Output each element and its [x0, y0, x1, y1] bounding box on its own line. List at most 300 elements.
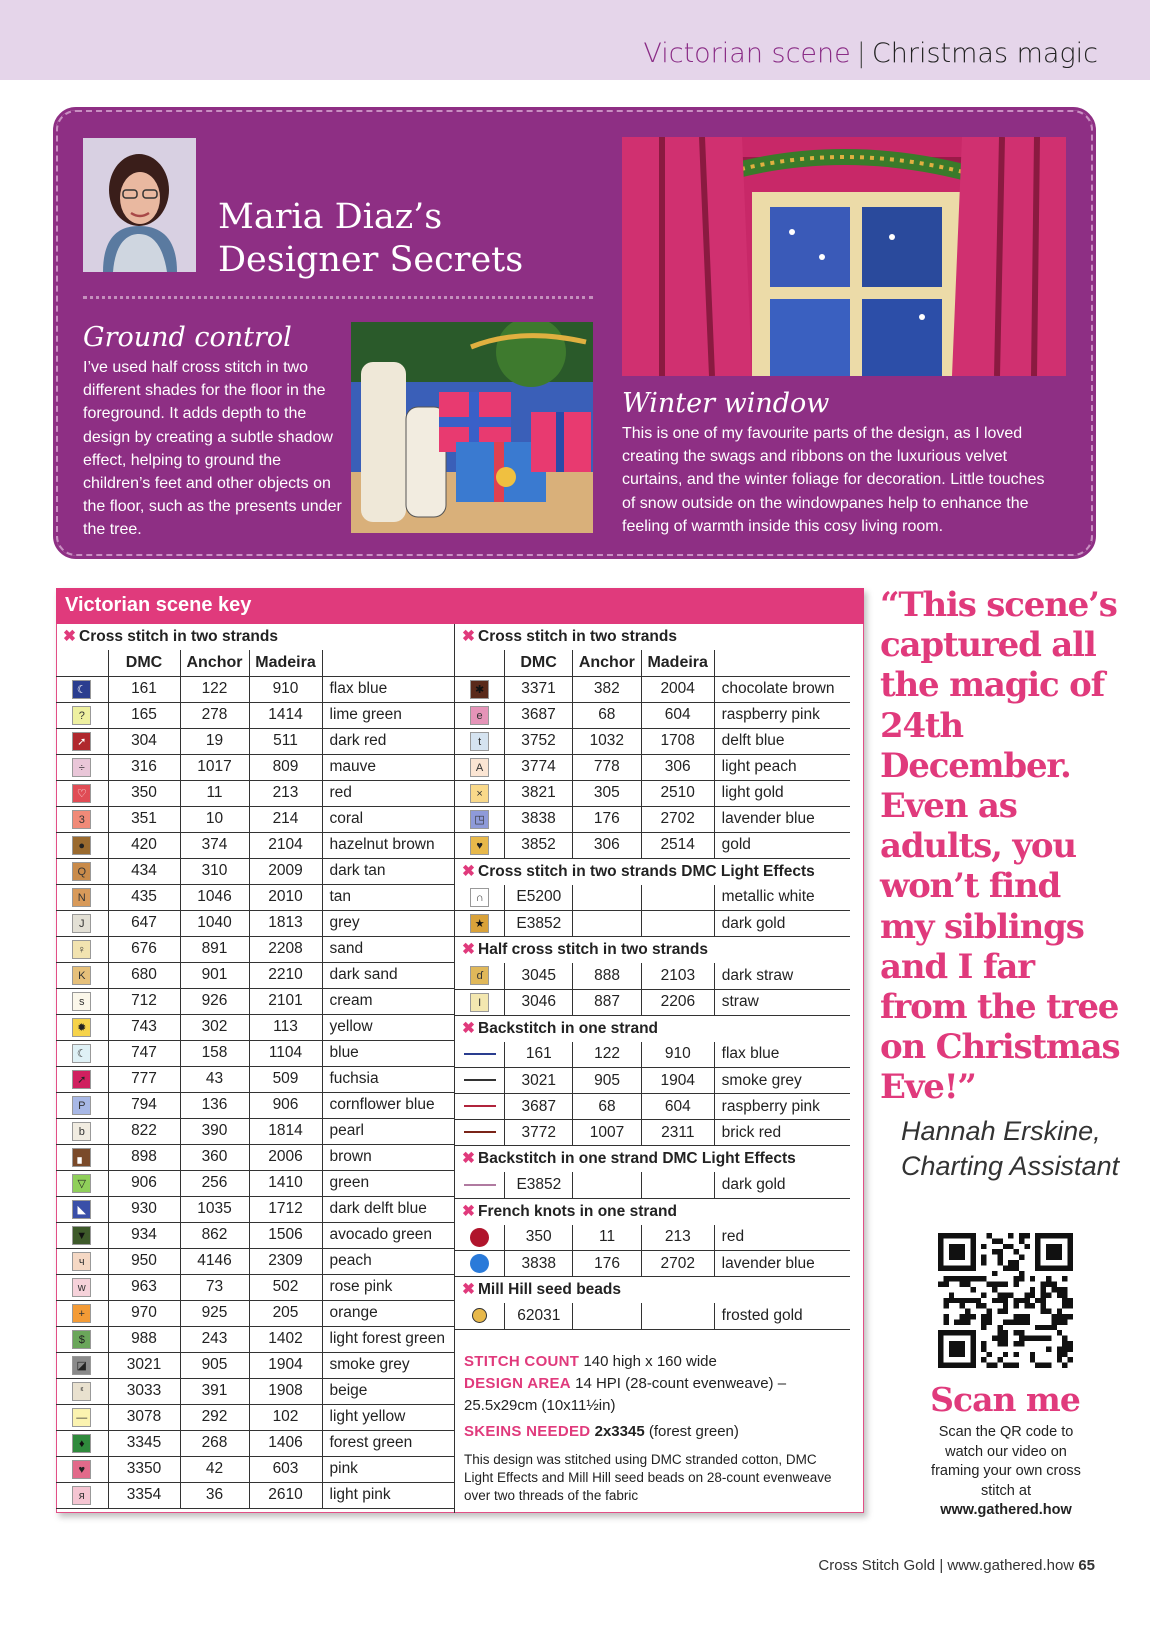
- symbol-cell: [455, 885, 505, 911]
- dmc-cell: E5200: [505, 885, 573, 911]
- name-cell: red: [322, 780, 454, 806]
- anchor-cell: 1032: [572, 728, 641, 754]
- madeira-cell: 1908: [249, 1378, 322, 1404]
- name-cell: light peach: [714, 754, 850, 780]
- designer-portrait: [83, 138, 196, 272]
- section-name: Victorian scene: [643, 38, 851, 69]
- dmc-cell: 934: [108, 1222, 180, 1248]
- key-table-right: [455, 1303, 850, 1330]
- madeira-cell: 1813: [249, 910, 322, 936]
- symbol-cell: [455, 832, 505, 858]
- dmc-cell: 3021: [505, 1068, 573, 1094]
- window-detail-photo: [622, 137, 1066, 376]
- stitch-count: STITCH COUNT 140 high x 160 wide: [464, 1353, 717, 1370]
- symbol-cell: [56, 1040, 108, 1066]
- header-madeira: Madeira: [641, 650, 714, 676]
- dmc-cell: 3045: [505, 963, 573, 989]
- madeira-cell: 1410: [249, 1170, 322, 1196]
- running-header: [643, 38, 1098, 69]
- stitch-symbol-icon: $: [72, 1330, 91, 1349]
- symbol-cell: [56, 1326, 108, 1352]
- dmc-cell: 3772: [505, 1120, 573, 1146]
- header-anchor: Anchor: [180, 650, 249, 676]
- madeira-cell: 2510: [641, 780, 714, 806]
- stitch-symbol-icon: ɗ: [470, 966, 489, 985]
- table-row: [455, 676, 850, 702]
- key-table-right: [455, 1225, 850, 1278]
- anchor-cell: 176: [572, 806, 641, 832]
- table-row: [455, 1120, 850, 1146]
- dmc-cell: 963: [108, 1274, 180, 1300]
- anchor-cell: 10: [180, 806, 249, 832]
- anchor-cell: 862: [180, 1222, 249, 1248]
- header-madeira: Madeira: [249, 650, 322, 676]
- dotted-divider: [83, 296, 593, 299]
- madeira-cell: [641, 911, 714, 937]
- madeira-cell: 1402: [249, 1326, 322, 1352]
- madeira-cell: 1414: [249, 702, 322, 728]
- stitch-symbol-icon: ♥: [470, 836, 489, 855]
- anchor-cell: 926: [180, 988, 249, 1014]
- dmc-cell: E3852: [505, 911, 573, 937]
- stitch-symbol-icon: ☾: [72, 1044, 91, 1063]
- header-symbol: [455, 650, 505, 676]
- symbol-cell: [56, 754, 108, 780]
- header-divider: |: [856, 38, 866, 69]
- anchor-cell: 11: [180, 780, 249, 806]
- madeira-cell: 2206: [641, 989, 714, 1015]
- symbol-cell: [56, 1066, 108, 1092]
- madeira-cell: 809: [249, 754, 322, 780]
- section-title: ✖ Backstitch in one strand: [462, 1019, 659, 1037]
- name-cell: green: [322, 1170, 454, 1196]
- name-cell: rose pink: [322, 1274, 454, 1300]
- key-table-right: [455, 650, 850, 859]
- table-row: [56, 1326, 454, 1352]
- anchor-cell: 176: [573, 1251, 642, 1277]
- table-row: [56, 1196, 454, 1222]
- madeira-cell: 2311: [641, 1120, 714, 1146]
- name-cell: raspberry pink: [714, 1094, 850, 1120]
- anchor-cell: 310: [180, 858, 249, 884]
- name-cell: lime green: [322, 702, 454, 728]
- panel-title-line1: Maria Diaz’s: [218, 197, 443, 237]
- table-row: [56, 936, 454, 962]
- footer-site: www.gathered.how: [947, 1557, 1075, 1574]
- anchor-cell: 390: [180, 1118, 249, 1144]
- madeira-cell: 2514: [641, 832, 714, 858]
- madeira-cell: 910: [249, 676, 322, 702]
- ground-control-text: I’ve used half cross stitch in two different shades for the floor in the foreground. It adds depth to the design by creating a subtle shadow effect, helping to ground the children’s feet and other objects on the floor, such as the presents under the tree.: [83, 359, 342, 539]
- name-cell: coral: [322, 806, 454, 832]
- symbol-cell: [455, 728, 505, 754]
- symbol-cell: [56, 1300, 108, 1326]
- symbol-cell: [56, 1456, 108, 1482]
- table-row: [455, 1225, 850, 1251]
- name-cell: metallic white: [714, 885, 850, 911]
- stitch-symbol-icon: ➚: [72, 1070, 91, 1089]
- anchor-cell: 268: [180, 1430, 249, 1456]
- name-cell: beige: [322, 1378, 454, 1404]
- anchor-cell: 391: [180, 1378, 249, 1404]
- name-cell: light gold: [714, 780, 850, 806]
- anchor-cell: [573, 885, 642, 911]
- madeira-cell: 604: [641, 702, 714, 728]
- dmc-cell: 930: [108, 1196, 180, 1222]
- anchor-cell: 887: [573, 989, 642, 1015]
- dmc-cell: 3852: [505, 832, 573, 858]
- name-cell: dark straw: [714, 963, 850, 989]
- header-name: [322, 650, 454, 676]
- anchor-cell: 122: [180, 676, 249, 702]
- stitch-symbol-icon: ✱: [470, 680, 489, 699]
- table-row: [56, 1404, 454, 1430]
- name-cell: forest green: [322, 1430, 454, 1456]
- stitch-symbol-icon: ÷: [72, 758, 91, 777]
- anchor-cell: 136: [180, 1092, 249, 1118]
- anchor-cell: 73: [180, 1274, 249, 1300]
- name-cell: blue: [322, 1040, 454, 1066]
- backstitch-line-icon: [464, 1131, 496, 1133]
- header-dmc: DMC: [505, 650, 573, 676]
- table-row: [455, 989, 850, 1015]
- header-name: [714, 650, 850, 676]
- symbol-cell: [455, 1042, 505, 1068]
- anchor-cell: 891: [180, 936, 249, 962]
- name-cell: brick red: [714, 1120, 850, 1146]
- dmc-cell: 3687: [505, 702, 573, 728]
- table-row: [56, 1144, 454, 1170]
- scan-url[interactable]: www.gathered.how: [940, 1502, 1072, 1518]
- madeira-cell: 1406: [249, 1430, 322, 1456]
- name-cell: red: [714, 1225, 850, 1251]
- dmc-cell: 3687: [505, 1094, 573, 1120]
- table-row: [455, 1303, 850, 1329]
- madeira-cell: 2101: [249, 988, 322, 1014]
- table-row: [455, 1042, 850, 1068]
- name-cell: flax blue: [322, 676, 454, 702]
- table-row: [56, 1300, 454, 1326]
- anchor-cell: 278: [180, 702, 249, 728]
- anchor-cell: 243: [180, 1326, 249, 1352]
- madeira-cell: 910: [641, 1042, 714, 1068]
- section-title: ✖ French knots in one strand: [462, 1202, 677, 1220]
- name-cell: flax blue: [714, 1042, 850, 1068]
- dmc-cell: 3021: [108, 1352, 180, 1378]
- anchor-cell: 374: [180, 832, 249, 858]
- anchor-cell: 68: [573, 1094, 642, 1120]
- stitch-symbol-icon: w: [72, 1278, 91, 1297]
- name-cell: orange: [322, 1300, 454, 1326]
- dmc-cell: 161: [505, 1042, 573, 1068]
- stitch-symbol-icon: ➚: [72, 732, 91, 751]
- table-row: [56, 702, 454, 728]
- table-row: [56, 884, 454, 910]
- madeira-cell: 2309: [249, 1248, 322, 1274]
- symbol-cell: [56, 832, 108, 858]
- name-cell: dark gold: [714, 1172, 850, 1198]
- stitch-symbol-icon: ѕ: [72, 992, 91, 1011]
- anchor-cell: [573, 911, 642, 937]
- name-cell: straw: [714, 989, 850, 1015]
- stitch-symbol-icon: ◣: [72, 1200, 91, 1219]
- header-anchor: Anchor: [572, 650, 641, 676]
- madeira-cell: 1904: [249, 1352, 322, 1378]
- anchor-cell: 302: [180, 1014, 249, 1040]
- symbol-cell: [56, 1144, 108, 1170]
- stitching-note: This design was stitched using DMC stranded cotton, DMC Light Effects and Mill Hill seed beads on 28-count evenweave over two threads of the fabric: [464, 1452, 832, 1503]
- name-cell: dark sand: [322, 962, 454, 988]
- table-row: [56, 1248, 454, 1274]
- dmc-cell: 62031: [505, 1303, 573, 1329]
- stitch-symbol-icon: ✹: [72, 1018, 91, 1037]
- anchor-cell: 905: [180, 1352, 249, 1378]
- table-row: [56, 832, 454, 858]
- dmc-cell: 680: [108, 962, 180, 988]
- name-cell: light pink: [322, 1482, 454, 1508]
- name-cell: dark gold: [714, 911, 850, 937]
- table-row: [56, 858, 454, 884]
- table-row: [455, 754, 850, 780]
- stitch-symbol-icon: ◳: [470, 810, 489, 829]
- dmc-cell: 970: [108, 1300, 180, 1326]
- madeira-cell: 1904: [641, 1068, 714, 1094]
- dmc-cell: 988: [108, 1326, 180, 1352]
- quote-author: [901, 1114, 1141, 1184]
- anchor-cell: [573, 1303, 642, 1329]
- table-row: [455, 1251, 850, 1277]
- madeira-cell: 205: [249, 1300, 322, 1326]
- symbol-cell: [56, 1378, 108, 1404]
- key-title: Victorian scene key: [56, 588, 864, 624]
- stitch-symbol-icon: ×: [470, 784, 489, 803]
- backstitch-line-icon: [464, 1184, 496, 1186]
- dmc-cell: 3350: [108, 1456, 180, 1482]
- table-row: [455, 832, 850, 858]
- dmc-cell: 747: [108, 1040, 180, 1066]
- madeira-cell: 2006: [249, 1144, 322, 1170]
- anchor-cell: 925: [180, 1300, 249, 1326]
- dmc-cell: 647: [108, 910, 180, 936]
- dmc-cell: 712: [108, 988, 180, 1014]
- table-row: [455, 885, 850, 911]
- quote-author-name: Hannah Erskine,: [901, 1116, 1101, 1146]
- madeira-cell: 2009: [249, 858, 322, 884]
- design-area: DESIGN AREA 14 HPI (28-count evenweave) – 25.5x29cm (10x11½in): [464, 1375, 787, 1414]
- table-row: [56, 962, 454, 988]
- anchor-cell: 1046: [180, 884, 249, 910]
- symbol-cell: [56, 728, 108, 754]
- scan-me-text: [925, 1423, 1087, 1521]
- key-table-right: [455, 885, 850, 938]
- dmc-cell: 3838: [505, 806, 573, 832]
- name-cell: brown: [322, 1144, 454, 1170]
- name-cell: pearl: [322, 1118, 454, 1144]
- symbol-cell: [56, 702, 108, 728]
- madeira-cell: [641, 885, 714, 911]
- symbol-cell: [56, 1170, 108, 1196]
- madeira-cell: 1506: [249, 1222, 322, 1248]
- anchor-cell: 43: [180, 1066, 249, 1092]
- symbol-cell: [455, 676, 505, 702]
- stitch-symbol-icon: Q: [72, 862, 91, 881]
- madeira-cell: 502: [249, 1274, 322, 1300]
- symbol-cell: [56, 1222, 108, 1248]
- dmc-cell: 3345: [108, 1430, 180, 1456]
- anchor-cell: 292: [180, 1404, 249, 1430]
- backstitch-line-icon: [464, 1105, 496, 1107]
- madeira-cell: 213: [249, 780, 322, 806]
- dmc-cell: 3821: [505, 780, 573, 806]
- madeira-cell: 2103: [641, 963, 714, 989]
- table-row: [56, 1170, 454, 1196]
- scan-instructions: Scan the QR code to watch our video on framing your own cross stitch at: [931, 1424, 1081, 1499]
- stitch-symbol-icon: ☾: [72, 680, 91, 699]
- page-footer: [818, 1557, 1095, 1574]
- symbol-cell: [455, 1068, 505, 1094]
- stitch-symbol-icon: N: [72, 888, 91, 907]
- dmc-cell: 351: [108, 806, 180, 832]
- name-cell: raspberry pink: [714, 702, 850, 728]
- dmc-cell: 743: [108, 1014, 180, 1040]
- dmc-cell: 3046: [505, 989, 573, 1015]
- anchor-cell: 11: [573, 1225, 642, 1251]
- table-row: [455, 728, 850, 754]
- article-title: Christmas magic: [871, 38, 1098, 69]
- dmc-cell: 777: [108, 1066, 180, 1092]
- symbol-cell: [455, 911, 505, 937]
- qr-code[interactable]: [938, 1233, 1073, 1368]
- table-row: [56, 1482, 454, 1508]
- name-cell: gold: [714, 832, 850, 858]
- table-row: [56, 676, 454, 702]
- madeira-cell: 2610: [249, 1482, 322, 1508]
- anchor-cell: 778: [572, 754, 641, 780]
- name-cell: chocolate brown: [714, 676, 850, 702]
- anchor-cell: 306: [572, 832, 641, 858]
- stitch-symbol-icon: t: [470, 732, 489, 751]
- symbol-cell: [56, 780, 108, 806]
- winter-window-text: This is one of my favourite parts of the design, as I loved creating the swags and ribbons on the luxurious velvet curtains, and the winter foliage for decoration. Little touches of snow outside on the windowpanes help to enhance the feeling of warmth inside this cosy living room.: [622, 425, 1045, 535]
- madeira-cell: 213: [641, 1225, 714, 1251]
- madeira-cell: [641, 1303, 714, 1329]
- name-cell: light yellow: [322, 1404, 454, 1430]
- magazine-name: Cross Stitch Gold: [818, 1557, 936, 1574]
- backstitch-line-icon: [464, 1079, 496, 1081]
- section-title: ✖ Cross stitch in two strands DMC Light Effects: [462, 862, 815, 880]
- name-cell: pink: [322, 1456, 454, 1482]
- presents-detail-photo: [351, 322, 593, 533]
- name-cell: dark tan: [322, 858, 454, 884]
- section-title: ✖ Cross stitch in two strands: [63, 628, 278, 645]
- symbol-cell: [56, 1430, 108, 1456]
- anchor-cell: 888: [573, 963, 642, 989]
- anchor-cell: 901: [180, 962, 249, 988]
- stitch-symbol-icon: ᓫ: [72, 1382, 91, 1401]
- name-cell: cream: [322, 988, 454, 1014]
- name-cell: mauve: [322, 754, 454, 780]
- anchor-cell: 305: [572, 780, 641, 806]
- stitch-symbol-icon: —: [72, 1408, 91, 1427]
- symbol-cell: [56, 1248, 108, 1274]
- symbol-cell: [455, 754, 505, 780]
- key-left-column: [56, 624, 454, 1509]
- symbol-cell: [56, 1196, 108, 1222]
- anchor-cell: 158: [180, 1040, 249, 1066]
- madeira-cell: 1708: [641, 728, 714, 754]
- dmc-cell: 3774: [505, 754, 573, 780]
- symbol-cell: [56, 1118, 108, 1144]
- table-row: [56, 1014, 454, 1040]
- symbol-cell: [56, 1014, 108, 1040]
- stitch-symbol-icon: ▖: [72, 1148, 91, 1167]
- symbol-cell: [56, 858, 108, 884]
- table-row: [56, 1352, 454, 1378]
- dmc-cell: 3752: [505, 728, 573, 754]
- stitch-symbol-icon: +: [72, 1304, 91, 1323]
- name-cell: smoke grey: [714, 1068, 850, 1094]
- dmc-cell: 3371: [505, 676, 573, 702]
- dmc-cell: 420: [108, 832, 180, 858]
- dmc-cell: 950: [108, 1248, 180, 1274]
- table-row: [455, 1094, 850, 1120]
- anchor-cell: 360: [180, 1144, 249, 1170]
- stitch-symbol-icon: ♥: [72, 1460, 91, 1479]
- madeira-cell: 1814: [249, 1118, 322, 1144]
- symbol-cell: [56, 988, 108, 1014]
- symbol-cell: [455, 702, 505, 728]
- dmc-cell: 794: [108, 1092, 180, 1118]
- dmc-cell: 435: [108, 884, 180, 910]
- backstitch-line-icon: [464, 1053, 496, 1055]
- dmc-cell: 165: [108, 702, 180, 728]
- symbol-cell: [455, 1303, 505, 1329]
- madeira-cell: 1104: [249, 1040, 322, 1066]
- symbol-cell: [56, 884, 108, 910]
- name-cell: lavender blue: [714, 1251, 850, 1277]
- symbol-cell: [455, 1225, 505, 1251]
- stitch-symbol-icon: я: [72, 1486, 91, 1505]
- anchor-cell: 122: [573, 1042, 642, 1068]
- section-title: ✖ Cross stitch in two strands: [462, 628, 677, 645]
- table-row: [455, 911, 850, 937]
- madeira-cell: 1712: [249, 1196, 322, 1222]
- symbol-cell: [455, 1094, 505, 1120]
- table-row: [56, 1092, 454, 1118]
- stitch-symbol-icon: J: [72, 914, 91, 933]
- french-knot-icon: [470, 1228, 489, 1247]
- anchor-cell: 68: [572, 702, 641, 728]
- dmc-cell: 898: [108, 1144, 180, 1170]
- symbol-cell: [56, 1482, 108, 1508]
- key-table-right: [455, 963, 850, 1016]
- symbol-cell: [455, 1120, 505, 1146]
- table-row: [455, 780, 850, 806]
- dmc-cell: 350: [108, 780, 180, 806]
- anchor-cell: 382: [572, 676, 641, 702]
- symbol-cell: [455, 1172, 505, 1198]
- symbol-cell: [56, 910, 108, 936]
- anchor-cell: 1017: [180, 754, 249, 780]
- table-row: [56, 988, 454, 1014]
- ground-control-heading: Ground control: [83, 322, 292, 353]
- madeira-cell: 2702: [641, 1251, 714, 1277]
- dmc-cell: 906: [108, 1170, 180, 1196]
- dmc-cell: 822: [108, 1118, 180, 1144]
- name-cell: sand: [322, 936, 454, 962]
- madeira-cell: 2010: [249, 884, 322, 910]
- name-cell: smoke grey: [322, 1352, 454, 1378]
